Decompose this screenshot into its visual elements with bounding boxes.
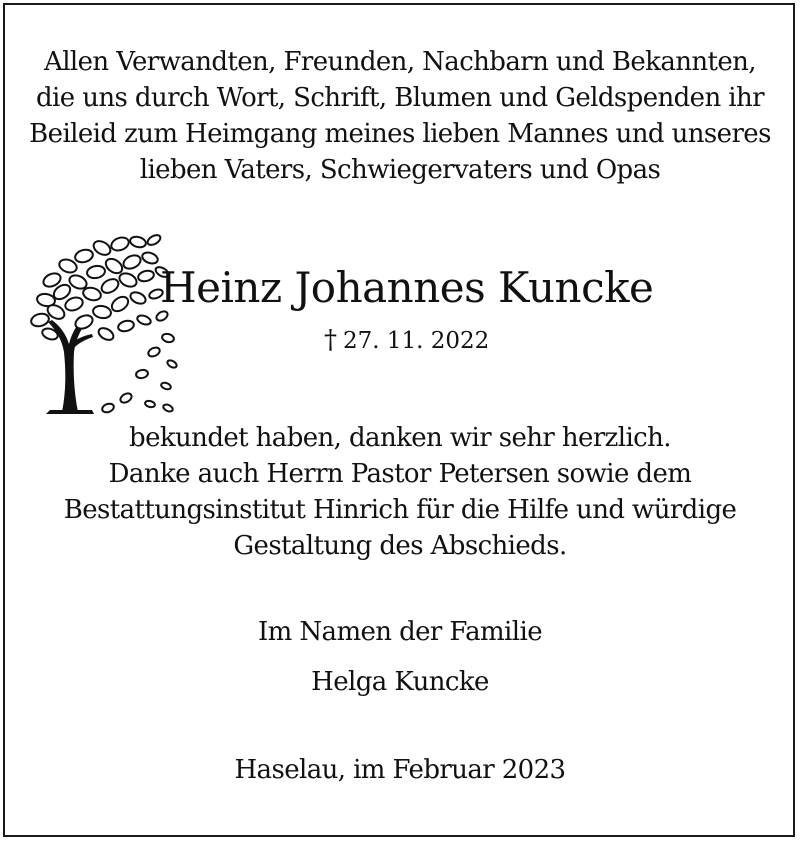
thanks-line: Bestattungsinstitut Hinrich für die Hilfe und würdige <box>63 495 737 525</box>
thanks-line: Danke auch Herrn Pastor Petersen sowie dem <box>108 459 692 489</box>
thanks-paragraph <box>0 420 800 564</box>
autumn-tree-icon <box>22 222 182 418</box>
cross-icon: † <box>324 325 337 355</box>
intro-paragraph <box>0 44 800 188</box>
intro-line: Beileid zum Heimgang meines lieben Mannes und unseres <box>29 119 771 149</box>
on-behalf-line: Im Namen der Familie <box>258 617 542 647</box>
intro-line: die uns durch Wort, Schrift, Blumen und Geldspenden ihr <box>36 83 764 113</box>
place-date: Haselau, im Februar 2023 <box>234 755 566 785</box>
death-date: 27. 11. 2022 <box>343 328 490 354</box>
thanks-line: bekundet haben, danken wir sehr herzlich. <box>129 423 671 453</box>
intro-line: Allen Verwandten, Freunden, Nachbarn und Bekannten, <box>44 47 756 77</box>
death-date-line <box>324 324 489 357</box>
deceased-name: Heinz Johannes Kuncke <box>160 263 654 312</box>
thanks-line: Gestaltung des Abschieds. <box>233 531 567 561</box>
intro-line: lieben Vaters, Schwiegervaters und Opas <box>139 155 661 185</box>
signer-name: Helga Kuncke <box>311 667 489 697</box>
